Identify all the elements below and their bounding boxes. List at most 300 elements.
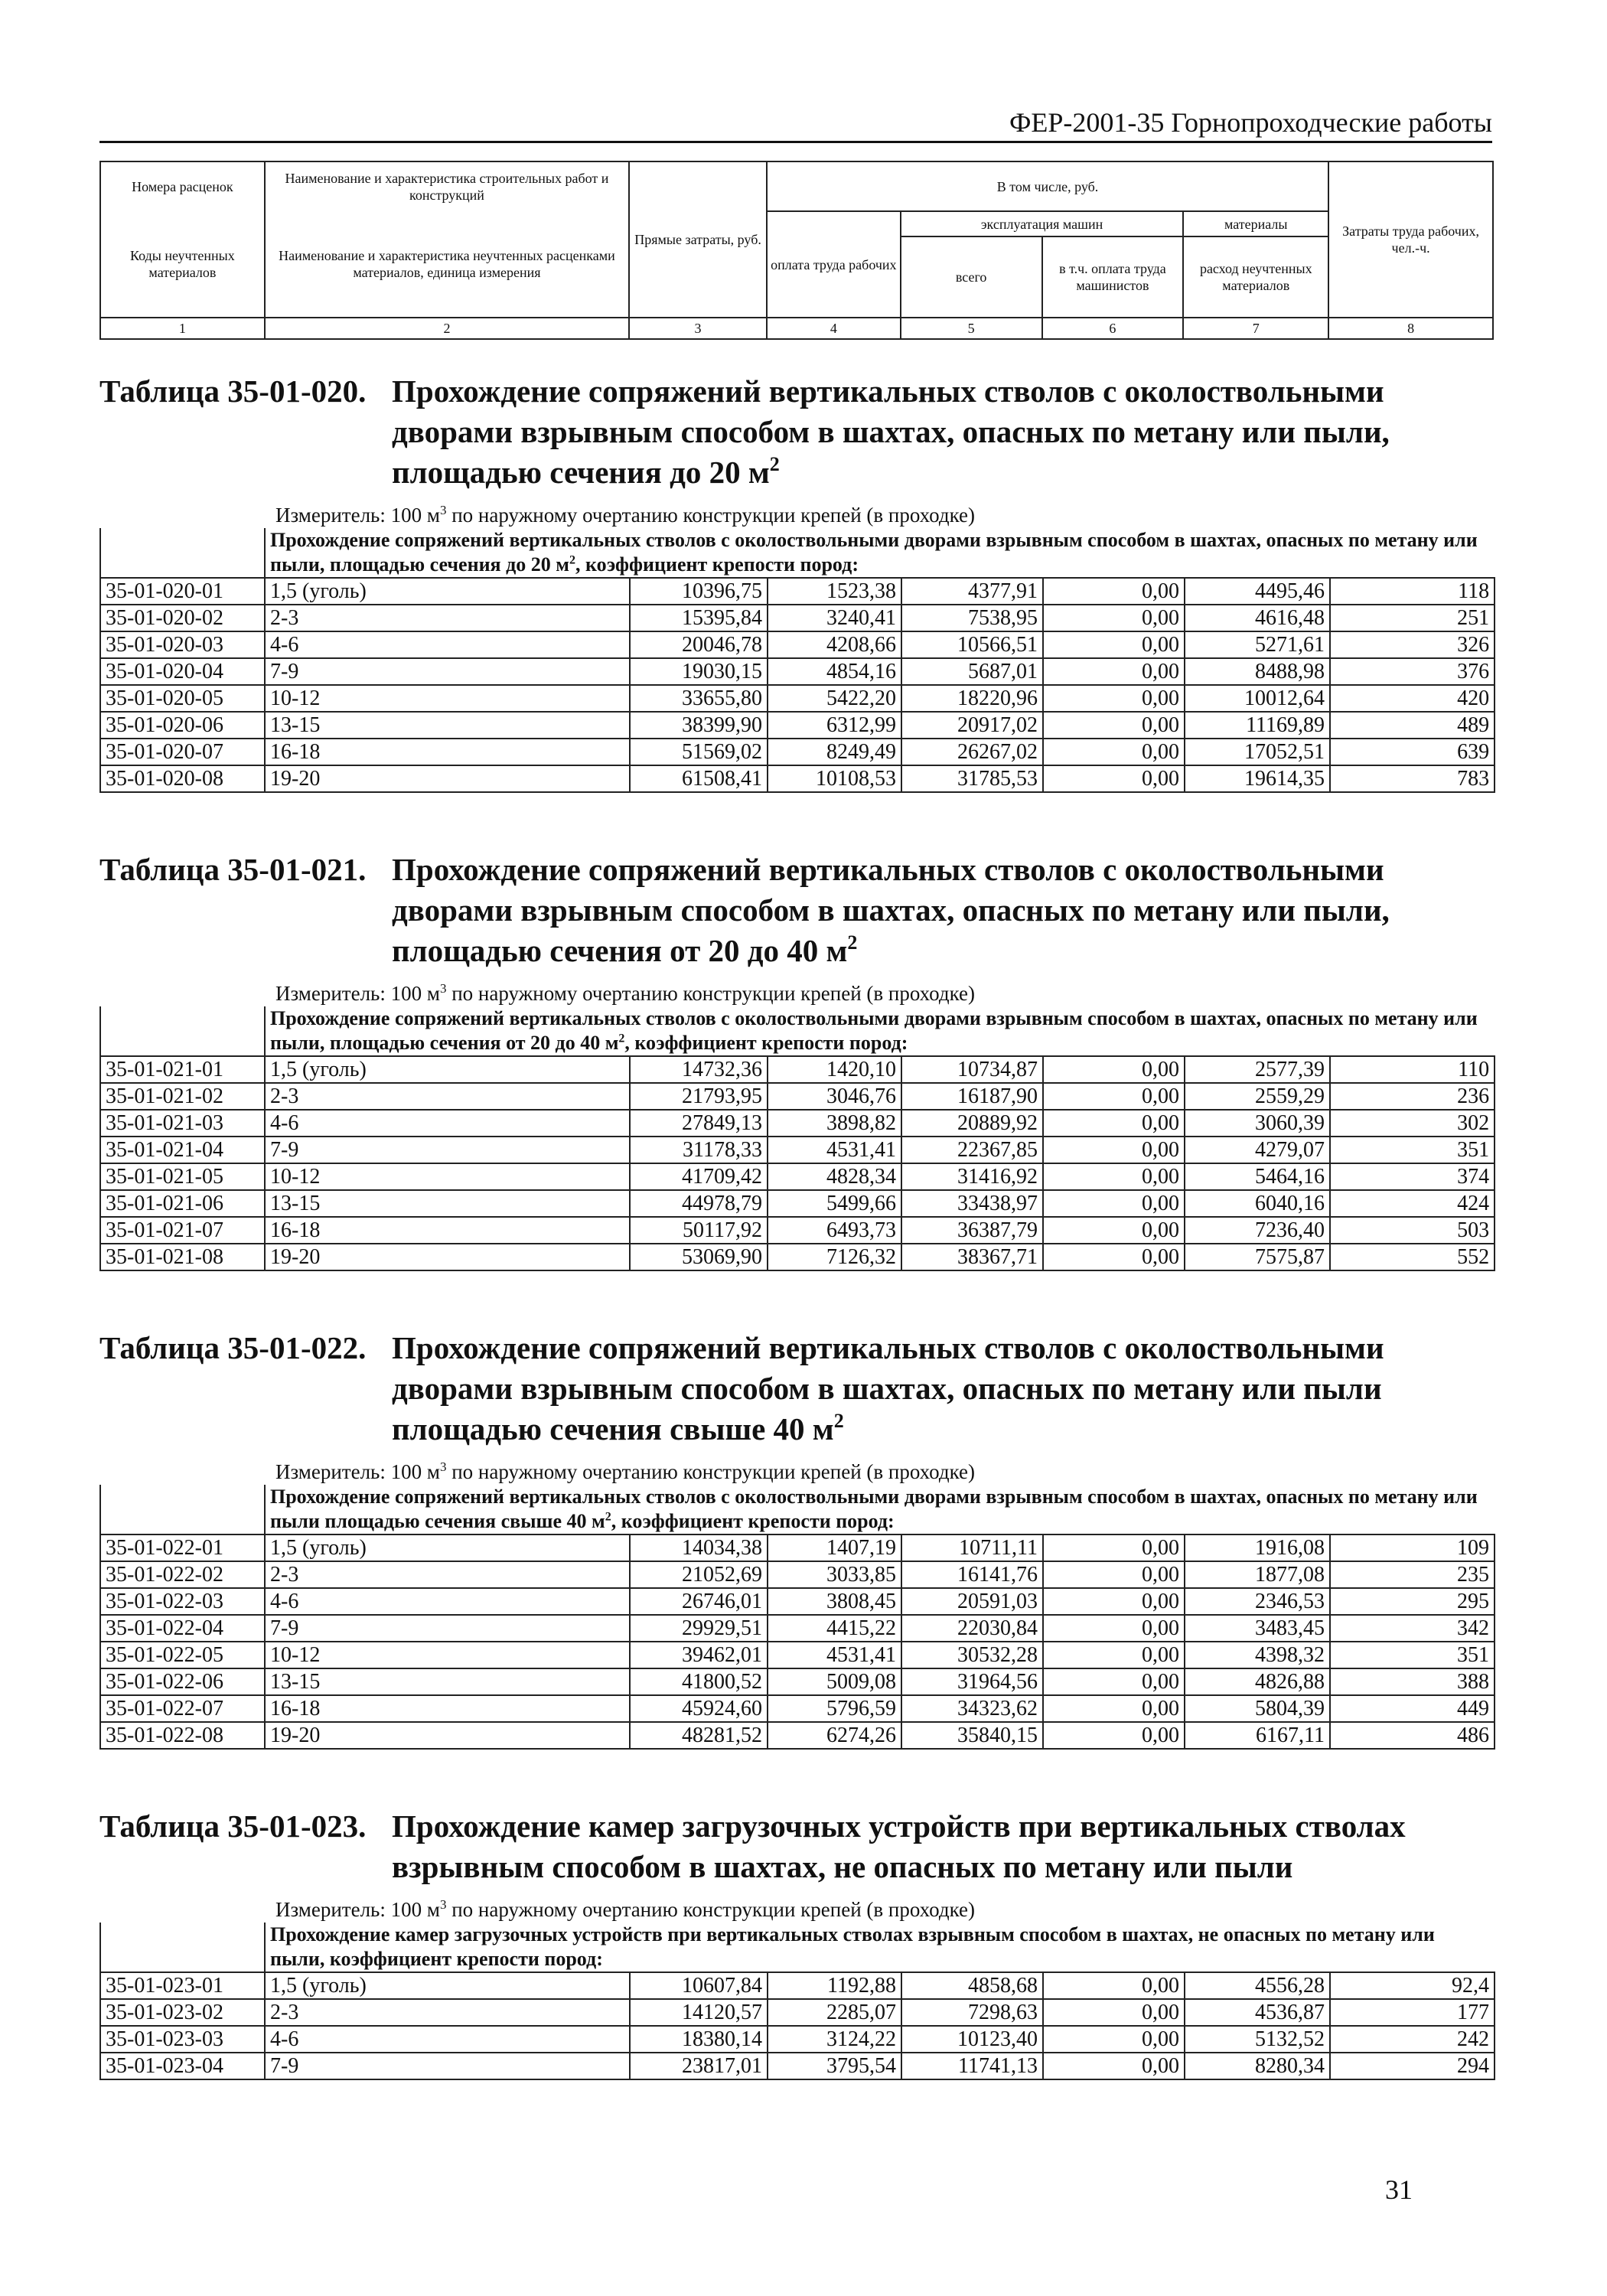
rock-hardness-cell: 13-15 (265, 712, 630, 739)
value-cell: 5464,16 (1185, 1163, 1330, 1190)
value-cell: 351 (1330, 1137, 1495, 1163)
value-cell: 242 (1330, 2026, 1495, 2053)
column-header-table (99, 161, 1494, 340)
measurement-unit (275, 1896, 1494, 1923)
value-cell: 489 (1330, 712, 1495, 739)
table-row (100, 1244, 1495, 1270)
value-cell: 1877,08 (1185, 1561, 1330, 1588)
value-cell: 1407,19 (768, 1534, 901, 1561)
measure-suffix: по наружному очертанию конструкции крепей (в проходке) (446, 1898, 976, 1921)
rock-hardness-cell: 4-6 (265, 1588, 630, 1615)
value-cell: 4826,88 (1185, 1668, 1330, 1695)
value-cell: 3795,54 (768, 2053, 901, 2079)
value-cell: 0,00 (1043, 765, 1185, 792)
table-row (100, 1642, 1495, 1668)
rate-code-cell: 35-01-020-08 (100, 765, 265, 792)
value-cell: 10108,53 (768, 765, 901, 792)
rock-hardness-cell: 16-18 (265, 1695, 630, 1722)
header-work-name: Наименование и характеристика строительных работ и конструкций (265, 161, 629, 211)
table-label: Таблица 35-01-021. (99, 852, 367, 887)
value-cell: 4531,41 (768, 1642, 901, 1668)
value-cell: 31178,33 (630, 1137, 768, 1163)
value-cell: 0,00 (1043, 1642, 1185, 1668)
header-rate-numbers: Номера расценок (100, 161, 265, 211)
rate-code-cell: 35-01-022-04 (100, 1615, 265, 1642)
rock-hardness-cell: 10-12 (265, 685, 630, 712)
table-row (100, 1972, 1495, 1999)
rate-table-section (99, 371, 1494, 793)
value-cell: 4536,87 (1185, 1999, 1330, 2026)
rate-code-cell: 35-01-020-05 (100, 685, 265, 712)
table-description-row (100, 1923, 1495, 1972)
description-suffix: , коэффициент крепости пород: (624, 1032, 908, 1054)
value-cell: 20889,92 (901, 1110, 1043, 1137)
value-cell: 235 (1330, 1561, 1495, 1588)
value-cell: 10734,87 (901, 1056, 1043, 1083)
value-cell: 4208,66 (768, 631, 901, 658)
value-cell: 29929,51 (630, 1615, 768, 1642)
value-cell: 295 (1330, 1588, 1495, 1615)
rate-code-cell: 35-01-022-02 (100, 1561, 265, 1588)
value-cell: 10123,40 (901, 2026, 1043, 2053)
table-description (265, 528, 1495, 578)
rate-table (99, 1006, 1495, 1271)
value-cell: 53069,90 (630, 1244, 768, 1270)
value-cell: 503 (1330, 1217, 1495, 1244)
value-cell: 6312,99 (768, 712, 901, 739)
table-row (100, 712, 1495, 739)
value-cell: 44978,79 (630, 1190, 768, 1217)
rock-hardness-cell: 7-9 (265, 1615, 630, 1642)
value-cell: 1192,88 (768, 1972, 901, 1999)
value-cell: 36387,79 (901, 1217, 1043, 1244)
value-cell: 33438,97 (901, 1190, 1043, 1217)
table-row (100, 1110, 1495, 1137)
value-cell: 22030,84 (901, 1615, 1043, 1642)
description-superscript: 2 (569, 553, 575, 567)
table-row (100, 1137, 1495, 1163)
rate-code-cell: 35-01-020-03 (100, 631, 265, 658)
value-cell: 3240,41 (768, 605, 901, 631)
value-cell: 0,00 (1043, 658, 1185, 685)
value-cell: 0,00 (1043, 2026, 1185, 2053)
rock-hardness-cell: 1,5 (уголь) (265, 578, 630, 605)
rate-code-cell: 35-01-021-07 (100, 1217, 265, 1244)
rate-code-cell: 35-01-022-07 (100, 1695, 265, 1722)
table-title (392, 1806, 1494, 1887)
rock-hardness-cell: 4-6 (265, 1110, 630, 1137)
value-cell: 34323,62 (901, 1695, 1043, 1722)
rate-table (99, 528, 1495, 793)
value-cell: 177 (1330, 1999, 1495, 2026)
header-machine-operation: эксплуатация машин (901, 211, 1184, 236)
column-number: 8 (1328, 318, 1493, 339)
rock-hardness-cell: 10-12 (265, 1642, 630, 1668)
table-heading (99, 371, 1494, 493)
table-title-text: Прохождение сопряжений вертикальных стволов с околоствольными дворами взрывным способом в шахтах, опасных по метану или пыли площадью сечения свыше 40 м (392, 1330, 1384, 1446)
value-cell: 0,00 (1043, 1972, 1185, 1999)
value-cell: 20591,03 (901, 1588, 1043, 1615)
value-cell: 2577,39 (1185, 1056, 1330, 1083)
value-cell: 2285,07 (768, 1999, 901, 2026)
rock-hardness-cell: 1,5 (уголь) (265, 1972, 630, 1999)
table-label: Таблица 35-01-020. (99, 373, 367, 409)
rock-hardness-cell: 16-18 (265, 739, 630, 765)
table-label: Таблица 35-01-023. (99, 1808, 367, 1844)
measure-suffix: по наружному очертанию конструкции крепей (в проходке) (446, 1460, 976, 1483)
table-row (100, 2026, 1495, 2053)
value-cell: 4495,46 (1185, 578, 1330, 605)
measurement-unit (275, 1459, 1494, 1485)
value-cell: 51569,02 (630, 739, 768, 765)
header-including: В том числе, руб. (767, 161, 1328, 211)
value-cell: 0,00 (1043, 712, 1185, 739)
value-cell: 7538,95 (901, 605, 1043, 631)
rock-hardness-cell: 1,5 (уголь) (265, 1534, 630, 1561)
header-material-consumption: расход неучтенных материалов (1183, 236, 1328, 318)
value-cell: 449 (1330, 1695, 1495, 1722)
value-cell: 376 (1330, 658, 1495, 685)
rate-table-section (99, 1806, 1494, 2080)
value-cell: 14732,36 (630, 1056, 768, 1083)
value-cell: 38399,90 (630, 712, 768, 739)
value-cell: 3060,39 (1185, 1110, 1330, 1137)
rate-code-cell: 35-01-023-04 (100, 2053, 265, 2079)
value-cell: 5687,01 (901, 658, 1043, 685)
column-number: 6 (1042, 318, 1184, 339)
rate-code-cell: 35-01-023-01 (100, 1972, 265, 1999)
value-cell: 3046,76 (768, 1083, 901, 1110)
header-labor-costs: Затраты труда рабочих, чел.-ч. (1328, 161, 1493, 318)
rate-code-cell: 35-01-023-02 (100, 1999, 265, 2026)
value-cell: 17052,51 (1185, 739, 1330, 765)
measure-superscript: 3 (439, 1459, 447, 1474)
value-cell: 8249,49 (768, 739, 901, 765)
column-number: 4 (767, 318, 901, 339)
rate-code-cell: 35-01-022-05 (100, 1642, 265, 1668)
description-spacer (100, 1923, 265, 1972)
rate-code-cell: 35-01-020-01 (100, 578, 265, 605)
table-row (100, 1588, 1495, 1615)
rate-code-cell: 35-01-022-03 (100, 1588, 265, 1615)
rock-hardness-cell: 4-6 (265, 2026, 630, 2053)
value-cell: 0,00 (1043, 578, 1185, 605)
value-cell: 4828,34 (768, 1163, 901, 1190)
page-number: 31 (1385, 2174, 1413, 2205)
table-row (100, 578, 1495, 605)
value-cell: 4858,68 (901, 1972, 1043, 1999)
header-materials: материалы (1183, 211, 1328, 236)
value-cell: 11169,89 (1185, 712, 1330, 739)
value-cell: 2346,53 (1185, 1588, 1330, 1615)
value-cell: 5422,20 (768, 685, 901, 712)
value-cell: 6274,26 (768, 1722, 901, 1749)
table-title-text: Прохождение сопряжений вертикальных стволов с околоствольными дворами взрывным способом в шахтах, опасных по метану или пыли, площадью сечения до 20 м (392, 373, 1390, 490)
table-title-text: Прохождение сопряжений вертикальных стволов с околоствольными дворами взрывным способом в шахтах, опасных по метану или пыли, площадью сечения от 20 до 40 м (392, 852, 1390, 968)
value-cell: 3898,82 (768, 1110, 901, 1137)
value-cell: 0,00 (1043, 1668, 1185, 1695)
value-cell: 3483,45 (1185, 1615, 1330, 1642)
value-cell: 5009,08 (768, 1668, 901, 1695)
value-cell: 118 (1330, 578, 1495, 605)
value-cell: 0,00 (1043, 685, 1185, 712)
value-cell: 639 (1330, 739, 1495, 765)
value-cell: 0,00 (1043, 1534, 1185, 1561)
value-cell: 26267,02 (901, 739, 1043, 765)
column-number: 7 (1183, 318, 1328, 339)
value-cell: 236 (1330, 1083, 1495, 1110)
value-cell: 6040,16 (1185, 1190, 1330, 1217)
table-description-row (100, 1006, 1495, 1056)
description-spacer (100, 528, 265, 578)
description-spacer (100, 1006, 265, 1056)
table-row (100, 685, 1495, 712)
value-cell: 31416,92 (901, 1163, 1043, 1190)
value-cell: 38367,71 (901, 1244, 1043, 1270)
value-cell: 109 (1330, 1534, 1495, 1561)
header-direct-costs: Прямые затраты, руб. (629, 161, 767, 318)
value-cell: 388 (1330, 1668, 1495, 1695)
measurement-unit (275, 980, 1494, 1006)
rock-hardness-cell: 1,5 (уголь) (265, 1056, 630, 1083)
table-row (100, 1561, 1495, 1588)
table-row (100, 1695, 1495, 1722)
value-cell: 10396,75 (630, 578, 768, 605)
rate-code-cell: 35-01-023-03 (100, 2026, 265, 2053)
value-cell: 39462,01 (630, 1642, 768, 1668)
value-cell: 5804,39 (1185, 1695, 1330, 1722)
rock-hardness-cell: 19-20 (265, 765, 630, 792)
table-row (100, 605, 1495, 631)
value-cell: 4556,28 (1185, 1972, 1330, 1999)
value-cell: 0,00 (1043, 2053, 1185, 2079)
value-cell: 486 (1330, 1722, 1495, 1749)
value-cell: 7298,63 (901, 1999, 1043, 2026)
table-description (265, 1485, 1495, 1534)
value-cell: 374 (1330, 1163, 1495, 1190)
rock-hardness-cell: 2-3 (265, 605, 630, 631)
value-cell: 0,00 (1043, 1588, 1185, 1615)
value-cell: 302 (1330, 1110, 1495, 1137)
table-description (265, 1006, 1495, 1056)
value-cell: 4415,22 (768, 1615, 901, 1642)
value-cell: 342 (1330, 1615, 1495, 1642)
rock-hardness-cell: 13-15 (265, 1668, 630, 1695)
value-cell: 19614,35 (1185, 765, 1330, 792)
table-row (100, 1190, 1495, 1217)
rate-code-cell: 35-01-021-06 (100, 1190, 265, 1217)
description-text: Прохождение сопряжений вертикальных стволов с околоствольными дворами взрывным способом в шахтах, опасных по метану или пыли, площадью сечения до 20 м (270, 529, 1478, 576)
value-cell: 3033,85 (768, 1561, 901, 1588)
value-cell: 0,00 (1043, 1083, 1185, 1110)
value-cell: 18220,96 (901, 685, 1043, 712)
rate-code-cell: 35-01-020-02 (100, 605, 265, 631)
table-row (100, 1217, 1495, 1244)
value-cell: 5499,66 (768, 1190, 901, 1217)
value-cell: 3124,22 (768, 2026, 901, 2053)
rock-hardness-cell: 7-9 (265, 2053, 630, 2079)
value-cell: 110 (1330, 1056, 1495, 1083)
value-cell: 4616,48 (1185, 605, 1330, 631)
measure-suffix: по наружному очертанию конструкции крепей (в проходке) (446, 982, 976, 1005)
value-cell: 20046,78 (630, 631, 768, 658)
table-row (100, 2053, 1495, 2079)
table-row (100, 765, 1495, 792)
value-cell: 420 (1330, 685, 1495, 712)
rock-hardness-cell: 19-20 (265, 1244, 630, 1270)
table-description-row (100, 1485, 1495, 1534)
value-cell: 41709,42 (630, 1163, 768, 1190)
value-cell: 14034,38 (630, 1534, 768, 1561)
rate-code-cell: 35-01-021-08 (100, 1244, 265, 1270)
measure-prefix: Измеритель: 100 м (275, 982, 440, 1005)
rate-code-cell: 35-01-021-05 (100, 1163, 265, 1190)
value-cell: 6493,73 (768, 1217, 901, 1244)
table-row (100, 739, 1495, 765)
value-cell: 18380,14 (630, 2026, 768, 2053)
value-cell: 35840,15 (901, 1722, 1043, 1749)
value-cell: 1916,08 (1185, 1534, 1330, 1561)
value-cell: 5796,59 (768, 1695, 901, 1722)
measurement-unit (275, 502, 1494, 528)
value-cell: 30532,28 (901, 1642, 1043, 1668)
value-cell: 1523,38 (768, 578, 901, 605)
rate-code-cell: 35-01-020-07 (100, 739, 265, 765)
table-title (392, 850, 1494, 971)
value-cell: 4279,07 (1185, 1137, 1330, 1163)
description-text: Прохождение сопряжений вертикальных стволов с околоствольными дворами взрывным способом в шахтах, опасных по метану или пыли, площадью сечения от 20 до 40 м (270, 1007, 1478, 1054)
rock-hardness-cell: 7-9 (265, 658, 630, 685)
rock-hardness-cell: 10-12 (265, 1163, 630, 1190)
rate-table (99, 1485, 1495, 1750)
rate-table (99, 1923, 1495, 2080)
table-row (100, 1163, 1495, 1190)
description-suffix: , коэффициент крепости пород: (611, 1510, 895, 1532)
rate-code-cell: 35-01-021-03 (100, 1110, 265, 1137)
table-title-text: Прохождение камер загрузочных устройств при вертикальных стволах взрывным способом в шахтах, не опасных по метану или пыли (392, 1808, 1406, 1884)
header-material-name: Наименование и характеристика неучтенных расценками материалов, единица измерения (265, 211, 629, 318)
value-cell: 15395,84 (630, 605, 768, 631)
value-cell: 3808,45 (768, 1588, 901, 1615)
table-row (100, 658, 1495, 685)
value-cell: 251 (1330, 605, 1495, 631)
header-operator-pay: в т.ч. оплата труда машинистов (1042, 236, 1184, 318)
value-cell: 48281,52 (630, 1722, 768, 1749)
value-cell: 0,00 (1043, 1190, 1185, 1217)
header-material-codes: Коды неучтенных материалов (100, 211, 265, 318)
value-cell: 0,00 (1043, 739, 1185, 765)
table-row (100, 631, 1495, 658)
table-title (392, 1328, 1494, 1450)
value-cell: 0,00 (1043, 605, 1185, 631)
value-cell: 294 (1330, 2053, 1495, 2079)
rate-code-cell: 35-01-022-08 (100, 1722, 265, 1749)
value-cell: 0,00 (1043, 1561, 1185, 1588)
rock-hardness-cell: 13-15 (265, 1190, 630, 1217)
description-text: Прохождение сопряжений вертикальных стволов с околоствольными дворами взрывным способом в шахтах, опасных по метану или пыли площадью сечения свыше 40 м (270, 1486, 1478, 1532)
value-cell: 0,00 (1043, 1695, 1185, 1722)
document-title: ФЕР-2001-35 Горнопроходческие работы (1009, 107, 1492, 138)
value-cell: 61508,41 (630, 765, 768, 792)
header-worker-pay: оплата труда рабочих (767, 211, 901, 318)
value-cell: 10012,64 (1185, 685, 1330, 712)
value-cell: 7236,40 (1185, 1217, 1330, 1244)
rate-table-section (99, 1328, 1494, 1750)
table-heading (99, 850, 1494, 971)
value-cell: 41800,52 (630, 1668, 768, 1695)
column-number: 2 (265, 318, 629, 339)
value-cell: 27849,13 (630, 1110, 768, 1137)
column-numbers-row (100, 318, 1493, 339)
value-cell: 16187,90 (901, 1083, 1043, 1110)
table-heading (99, 1328, 1494, 1450)
value-cell: 0,00 (1043, 1244, 1185, 1270)
measure-superscript: 3 (439, 981, 447, 996)
rock-hardness-cell: 2-3 (265, 1999, 630, 2026)
table-row (100, 1668, 1495, 1695)
table-title-superscript: 2 (833, 1410, 844, 1432)
value-cell: 351 (1330, 1642, 1495, 1668)
table-row (100, 1999, 1495, 2026)
value-cell: 10607,84 (630, 1972, 768, 1999)
rate-code-cell: 35-01-020-06 (100, 712, 265, 739)
value-cell: 31785,53 (901, 765, 1043, 792)
value-cell: 22367,85 (901, 1137, 1043, 1163)
rock-hardness-cell: 7-9 (265, 1137, 630, 1163)
value-cell: 783 (1330, 765, 1495, 792)
value-cell: 0,00 (1043, 1615, 1185, 1642)
rock-hardness-cell: 16-18 (265, 1217, 630, 1244)
value-cell: 0,00 (1043, 1999, 1185, 2026)
table-row (100, 1056, 1495, 1083)
value-cell: 10711,11 (901, 1534, 1043, 1561)
table-title (392, 371, 1494, 493)
value-cell: 4377,91 (901, 578, 1043, 605)
value-cell: 4531,41 (768, 1137, 901, 1163)
value-cell: 20917,02 (901, 712, 1043, 739)
rock-hardness-cell: 19-20 (265, 1722, 630, 1749)
value-cell: 23817,01 (630, 2053, 768, 2079)
value-cell: 4854,16 (768, 658, 901, 685)
value-cell: 8280,34 (1185, 2053, 1330, 2079)
table-title-superscript: 2 (847, 931, 858, 954)
value-cell: 21793,95 (630, 1083, 768, 1110)
value-cell: 552 (1330, 1244, 1495, 1270)
value-cell: 0,00 (1043, 1110, 1185, 1137)
value-cell: 11741,13 (901, 2053, 1043, 2079)
value-cell: 16141,76 (901, 1561, 1043, 1588)
table-row (100, 1722, 1495, 1749)
description-suffix: , коэффициент крепости пород: (575, 553, 859, 576)
description-superscript: 2 (605, 1510, 611, 1524)
table-description (265, 1923, 1495, 1972)
table-row (100, 1083, 1495, 1110)
value-cell: 21052,69 (630, 1561, 768, 1588)
value-cell: 0,00 (1043, 1163, 1185, 1190)
rate-table-section (99, 850, 1494, 1271)
value-cell: 45924,60 (630, 1695, 768, 1722)
column-number: 3 (629, 318, 767, 339)
value-cell: 26746,01 (630, 1588, 768, 1615)
measure-superscript: 3 (439, 1897, 447, 1912)
value-cell: 31964,56 (901, 1668, 1043, 1695)
column-number: 1 (100, 318, 265, 339)
measure-suffix: по наружному очертанию конструкции крепей (в проходке) (446, 504, 976, 527)
rate-code-cell: 35-01-021-01 (100, 1056, 265, 1083)
value-cell: 7126,32 (768, 1244, 901, 1270)
description-superscript: 2 (618, 1032, 625, 1045)
description-spacer (100, 1485, 265, 1534)
